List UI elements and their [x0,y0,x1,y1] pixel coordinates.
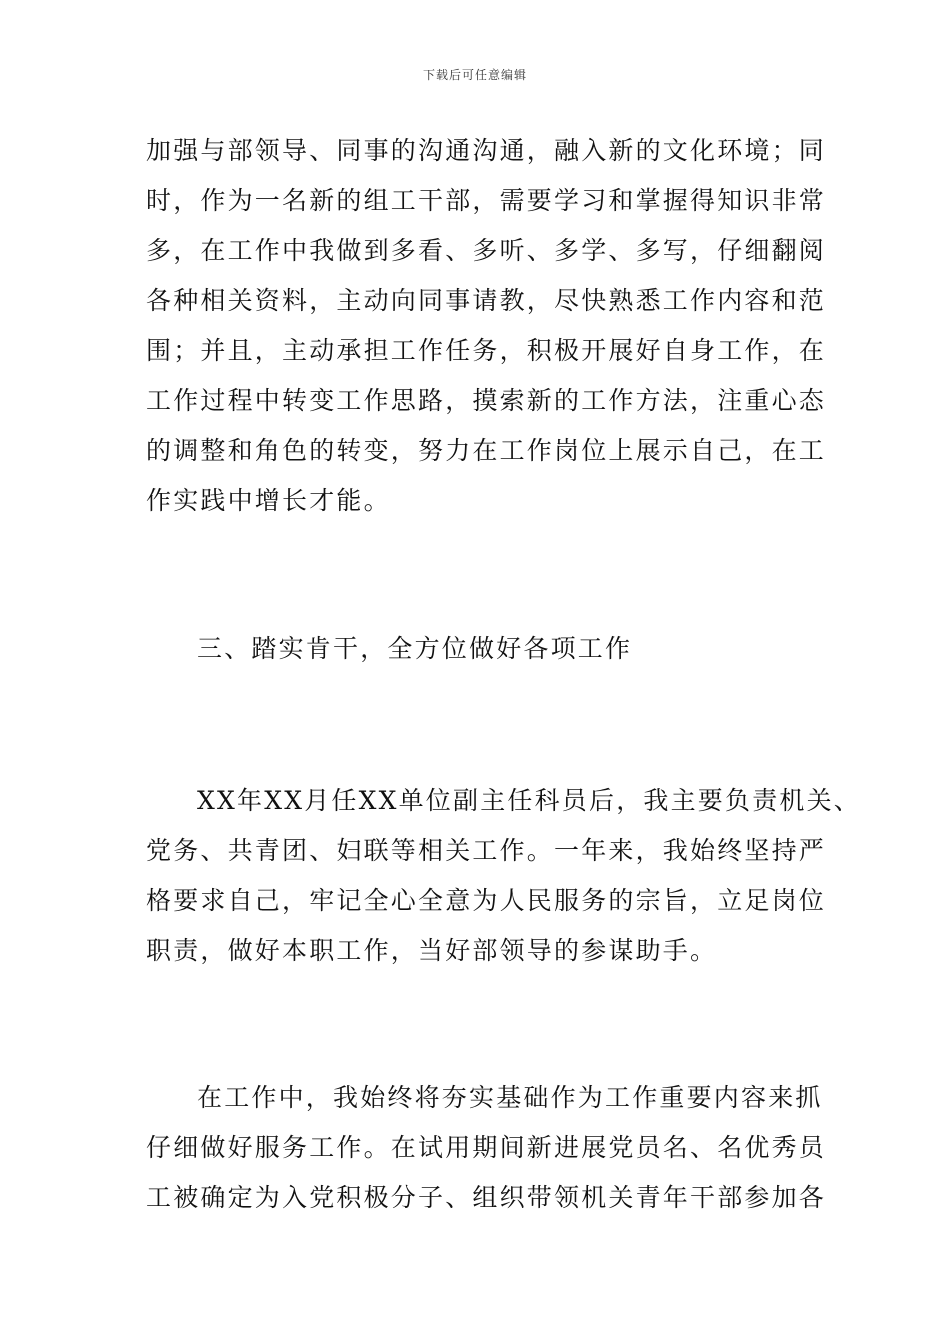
paragraph-1-line-6: 工作过程中转变工作思路，摸索新的工作方法，注重心态 [146,386,827,415]
paragraph-3-line-1: 在工作中，我始终将夯实基础作为工作重要内容来抓 [197,1083,823,1112]
paragraph-1-line-5: 围；并且，主动承担工作任务，积极开展好自身工作，在 [146,336,827,365]
section-heading: 三、踏实肯干，全方位做好各项工作 [197,634,633,663]
paragraph-1-line-3: 多，在工作中我做到多看、多听、多学、多写，仔细翻阅 [146,236,827,265]
paragraph-1-line-8: 作实践中增长才能。 [146,486,391,515]
paragraph-1-line-2: 时，作为一名新的组工干部，需要学习和掌握得知识非常 [146,186,827,215]
paragraph-3-line-3: 工被确定为入党积极分子、组织带领机关青年干部参加各 [146,1183,827,1212]
paragraph-3-line-2: 仔细做好服务工作。在试用期间新进展党员名、名优秀员 [146,1133,827,1162]
paragraph-2-line-2: 党务、共青团、妇联等相关工作。一年来，我始终坚持严 [146,836,827,865]
page-header-note: 下载后可任意编辑 [422,68,527,82]
paragraph-2-line-4: 职责，做好本职工作，当好部领导的参谋助手。 [146,936,718,965]
paragraph-2-line-3: 格要求自己，牢记全心全意为人民服务的宗旨，立足岗位 [146,886,827,915]
paragraph-2-line-1: XX年XX月任XX单位副主任科员后，我主要负责机关、 [197,786,861,815]
paragraph-1-line-4: 各种相关资料，主动向同事请教，尽快熟悉工作内容和范 [146,286,827,315]
paragraph-1-line-1: 加强与部领导、同事的沟通沟通，融入新的文化环境；同 [146,136,827,165]
paragraph-1-line-7: 的调整和角色的转变，努力在工作岗位上展示自己，在工 [146,436,827,465]
